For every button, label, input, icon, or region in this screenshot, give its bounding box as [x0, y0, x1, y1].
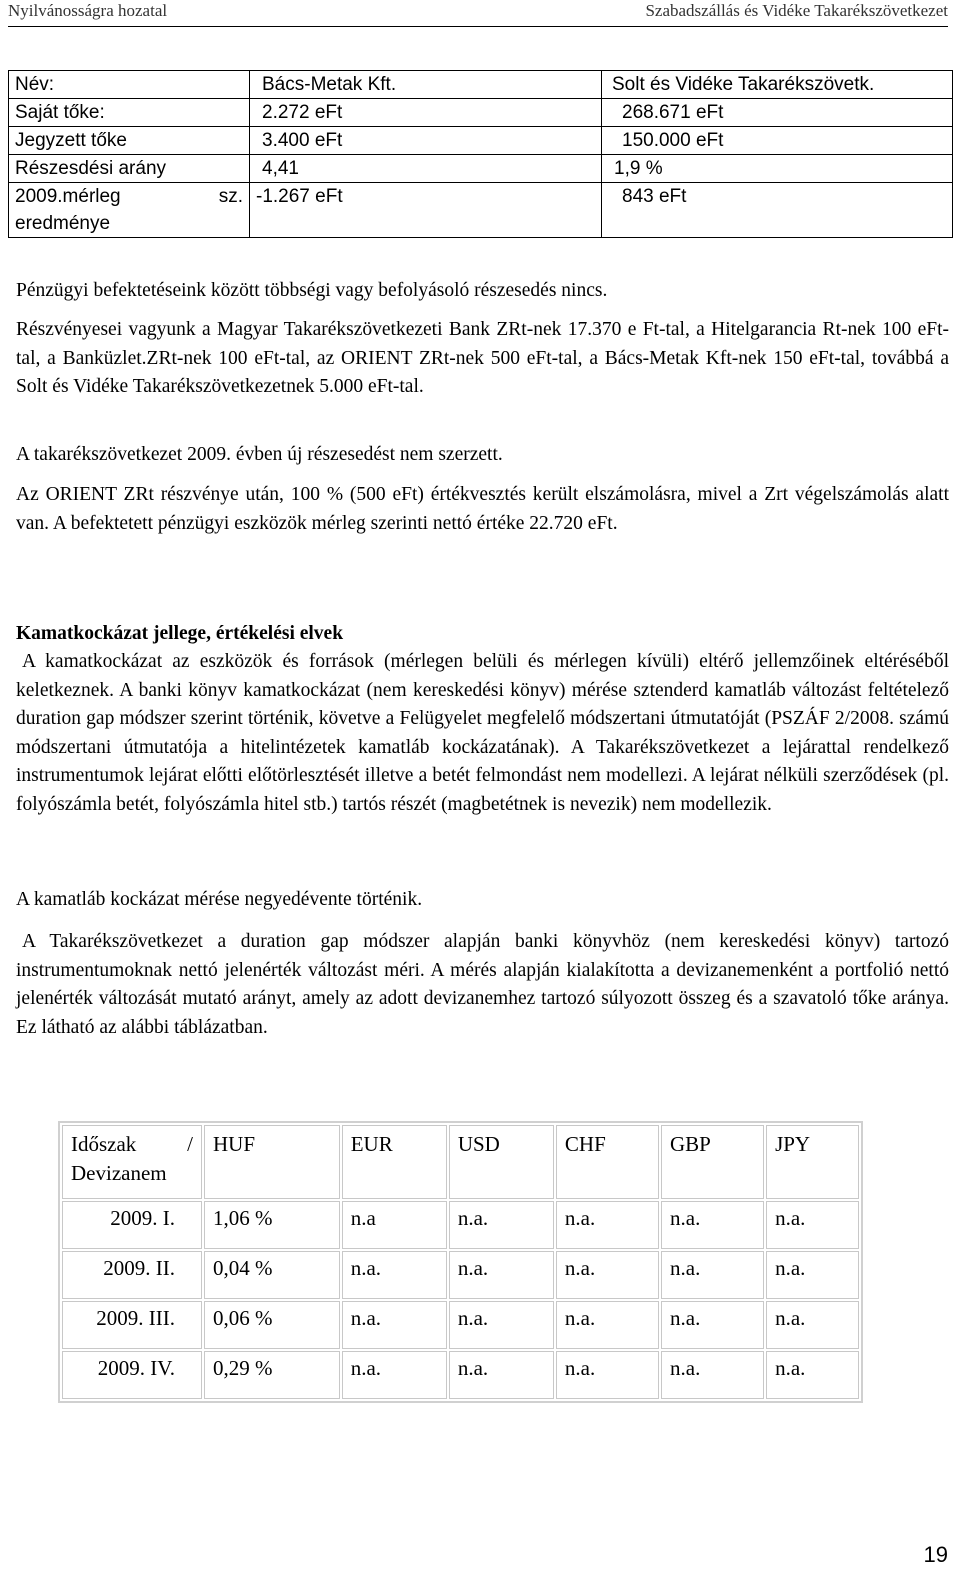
header-huf: HUF	[204, 1125, 340, 1199]
gbp-cell: n.a.	[661, 1351, 764, 1399]
company-a-value: 3.400 eFt	[250, 127, 602, 155]
jpy-cell: n.a.	[766, 1251, 859, 1299]
page-header	[8, 0, 948, 30]
usd-cell: n.a.	[449, 1351, 554, 1399]
table-row	[62, 1201, 859, 1249]
paragraph-text: A Takarékszövetkezet a duration gap módszer alapján banki könyvhöz (nem kereskedési könyv) tartozó instrumentumoknak nettó jelenérték változást méri. A mérés alapján kialakította a devizanemenként a portfolió nettó jelenérték változását mutató arányt, amely az adott devizanemhez tartozó súlyozott összeg és a szavatoló tőke aránya. Ez látható az alábbi táblázatban.	[16, 931, 949, 1038]
huf-cell: 0,06 %	[204, 1301, 340, 1349]
company-b-value: 1,9 %	[602, 155, 953, 183]
company-b-value: 843 eFt	[602, 183, 953, 238]
header-right: Szabadszállás és Vidéke Takarékszövetkezet	[645, 1, 948, 20]
eur-cell: n.a.	[342, 1301, 447, 1349]
page-number: 19	[923, 1542, 948, 1567]
table-header-row	[62, 1125, 859, 1199]
paragraph-no-majority	[16, 277, 949, 306]
huf-cell: 0,04 %	[204, 1251, 340, 1299]
chf-cell: n.a.	[556, 1301, 659, 1349]
row-label: Részesdési arány	[9, 155, 250, 183]
interest-rate-table	[58, 1121, 863, 1403]
heading-text: Kamatkockázat jellege, értékelési elvek	[16, 623, 344, 644]
period-cell: 2009. IV.	[62, 1351, 202, 1399]
period-word: Időszak	[71, 1132, 137, 1156]
paragraph-new-holdings	[16, 441, 949, 470]
period-cell: 2009. III.	[62, 1301, 202, 1349]
eur-cell: n.a.	[342, 1251, 447, 1299]
eur-cell: n.a	[342, 1201, 447, 1249]
company-b-value: 150.000 eFt	[602, 127, 953, 155]
label-line-1	[15, 183, 243, 210]
eur-cell: n.a.	[342, 1351, 447, 1399]
paragraph-shareholdings	[16, 316, 949, 402]
jpy-cell: n.a.	[766, 1351, 859, 1399]
paragraph-text: Az ORIENT ZRt részvénye után, 100 % (500 eFt) értékvesztés került elszámolásra, mivel a Zrt végelszámolás alatt van. A befektetett pénzügyi eszközök mérleg szerinti nettó értéke 22.720 eFt.	[16, 484, 949, 534]
header-chf: CHF	[556, 1125, 659, 1199]
company-a-value: -1.267 eFt	[250, 183, 602, 238]
jpy-cell: n.a.	[766, 1301, 859, 1349]
usd-cell: n.a.	[449, 1301, 554, 1349]
gbp-cell: n.a.	[661, 1201, 764, 1249]
company-a-value: 2.272 eFt	[250, 99, 602, 127]
period-cell: 2009. II.	[62, 1251, 202, 1299]
table-row	[9, 183, 953, 238]
paragraph-text: A takarékszövetkezet 2009. évben új részesedést nem szerzett.	[16, 444, 503, 465]
chf-cell: n.a.	[556, 1251, 659, 1299]
header-usd: USD	[449, 1125, 554, 1199]
gbp-cell: n.a.	[661, 1251, 764, 1299]
slash: /	[187, 1132, 193, 1156]
table-row	[9, 155, 953, 183]
table-row	[9, 127, 953, 155]
label-line-2: eredménye	[15, 213, 111, 234]
paragraph-text: A kamatláb kockázat mérése negyedévente történik.	[16, 889, 423, 910]
company-a-value: 4,41	[250, 155, 602, 183]
label-part-1: 2009.mérleg	[15, 186, 121, 207]
company-b-value: 268.671 eFt	[602, 99, 953, 127]
paragraph-interest-risk	[16, 648, 949, 819]
chf-cell: n.a.	[556, 1351, 659, 1399]
row-label: Jegyzett tőke	[9, 127, 250, 155]
gbp-cell: n.a.	[661, 1301, 764, 1349]
paragraph-text: Részvényesei vagyunk a Magyar Takarékszövetkezeti Bank ZRt-nek 17.370 e Ft-tal, a Hitelgarancia Rt-nek 100 eFt-tal, a Banküzlet.ZRt-nek 100 eFt-tal, az ORIENT ZRt-nek 500 eFt-tal, a Bács-Metak Kft-nek 150 eFt-tal, továbbá a Solt és Vidéke Takarékszövetkezetnek 5.000 eFt-tal.	[16, 319, 949, 397]
header-eur: EUR	[342, 1125, 447, 1199]
company-a-value: Bács-Metak Kft.	[250, 71, 602, 99]
row-label: Név:	[9, 71, 250, 99]
currency-word: Devizanem	[71, 1161, 167, 1185]
row-label	[9, 183, 250, 238]
paragraph-quarterly	[16, 886, 949, 915]
table-row	[62, 1301, 859, 1349]
paragraph-orient	[16, 481, 949, 538]
row-label: Saját tőke:	[9, 99, 250, 127]
jpy-cell: n.a.	[766, 1201, 859, 1249]
chf-cell: n.a.	[556, 1201, 659, 1249]
table-row	[62, 1251, 859, 1299]
huf-cell: 0,29 %	[204, 1351, 340, 1399]
section-heading	[16, 620, 949, 649]
header-jpy: JPY	[766, 1125, 859, 1199]
period-cell: 2009. I.	[62, 1201, 202, 1249]
paragraph-text: Pénzügyi befektetéseink között többségi vagy befolyásoló részesedés nincs.	[16, 280, 608, 301]
label-part-2: sz.	[218, 186, 243, 207]
usd-cell: n.a.	[449, 1251, 554, 1299]
paragraph-duration-gap	[16, 928, 949, 1042]
company-b-value: Solt és Vidéke Takarékszövetk.	[602, 71, 953, 99]
header-rule	[8, 26, 948, 27]
table-row	[9, 99, 953, 127]
table-row	[62, 1351, 859, 1399]
huf-cell: 1,06 %	[204, 1201, 340, 1249]
paragraph-text: A kamatkockázat az eszközök és források (mérlegen belüli és mérlegen kívüli) eltérő jellemzőinek eltéréséből keletkeznek. A banki könyv kamatkockázat (nem kereskedési könyv) mérése sztenderd kamatláb változást feltételező duration gap módszer szerint történik, követve a Felügyelet megfelelő módszertani útmutatóját (PSZÁF 2/2008. számú módszertani útmutatója a hitelintézetek kamatláb kockázatának). A Takarékszövetkezet a lejárattal rendelkező instrumentumok lejárat előtti előtörlesztését illetve a betét felmondást nem modellezi. A lejárat nélküli szerződések (pl. folyószámla betét, folyószámla hitel stb.) tartós részét (magbetétnek is nevezik) nem modellezik.	[16, 651, 949, 815]
usd-cell: n.a.	[449, 1201, 554, 1249]
header-period	[62, 1125, 202, 1199]
header-gbp: GBP	[661, 1125, 764, 1199]
table-row	[9, 71, 953, 99]
header-left: Nyilvánosságra hozatal	[8, 1, 168, 20]
participation-table	[8, 70, 953, 238]
